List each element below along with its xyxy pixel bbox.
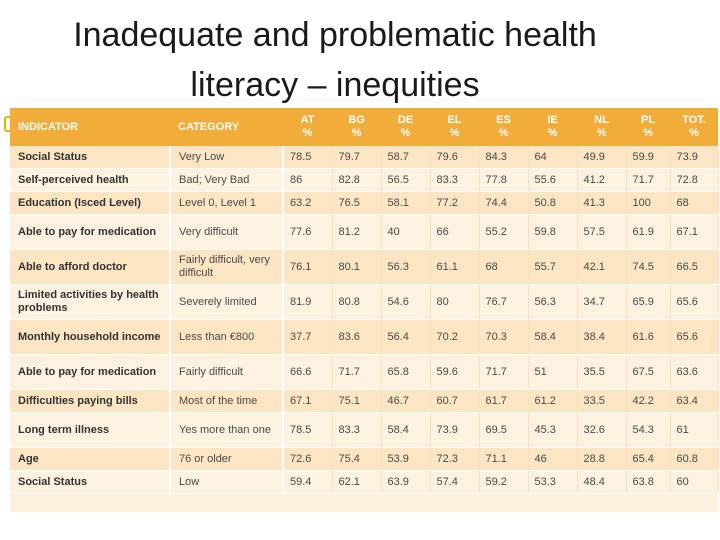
header-indicator: INDICATOR: [10, 108, 170, 146]
table-row: [10, 215, 718, 250]
value-cell: 81.9: [283, 285, 332, 320]
value-cell: 71.7: [626, 169, 670, 192]
category-cell: Level 0, Level 1: [170, 192, 283, 215]
table-row: [10, 250, 718, 285]
value-cell: 58.7: [381, 146, 430, 169]
category-cell: Fairly difficult, very difficult: [170, 250, 283, 285]
header-country: NL %: [577, 108, 626, 146]
value-cell: 82.8: [332, 169, 381, 192]
value-cell: 75.4: [332, 448, 381, 471]
value-cell: 53.9: [381, 448, 430, 471]
value-cell: 61.6: [626, 320, 670, 355]
value-cell: 49.9: [577, 146, 626, 169]
value-cell: 45.3: [528, 413, 577, 448]
indicator-cell: Difficulties paying bills: [10, 390, 170, 413]
value-cell: 83.3: [430, 169, 479, 192]
value-cell: 83.6: [332, 320, 381, 355]
value-cell: 59.9: [626, 146, 670, 169]
indicator-cell: Social Status: [10, 146, 170, 169]
value-cell: 59.8: [528, 215, 577, 250]
value-cell: 48.4: [577, 471, 626, 494]
value-cell: 71.7: [479, 355, 528, 390]
category-cell: Less than €800: [170, 320, 283, 355]
value-cell: 62.1: [332, 471, 381, 494]
value-cell: 72.8: [670, 169, 718, 192]
value-cell: 80.8: [332, 285, 381, 320]
value-cell: 71.7: [332, 355, 381, 390]
table-row: [10, 169, 718, 192]
value-cell: 54.3: [626, 413, 670, 448]
value-cell: 46.7: [381, 390, 430, 413]
value-cell: 54.6: [381, 285, 430, 320]
header-country: EL %: [430, 108, 479, 146]
value-cell: 66.5: [670, 250, 718, 285]
table-row: [10, 285, 718, 320]
health-literacy-table: [10, 108, 719, 494]
value-cell: 61: [670, 413, 718, 448]
category-cell: Fairly difficult: [170, 355, 283, 390]
value-cell: 59.2: [479, 471, 528, 494]
indicator-cell: Education (Isced Level): [10, 192, 170, 215]
value-cell: 66: [430, 215, 479, 250]
value-cell: 40: [381, 215, 430, 250]
header-category: CATEGORY: [170, 108, 283, 146]
value-cell: 65.8: [381, 355, 430, 390]
value-cell: 81.2: [332, 215, 381, 250]
value-cell: 80.1: [332, 250, 381, 285]
indicator-cell: Able to pay for medication: [10, 355, 170, 390]
indicator-cell: Limited activities by health problems: [10, 285, 170, 320]
table-row: [10, 192, 718, 215]
value-cell: 68: [479, 250, 528, 285]
value-cell: 58.4: [381, 413, 430, 448]
indicator-cell: Able to afford doctor: [10, 250, 170, 285]
value-cell: 32.6: [577, 413, 626, 448]
value-cell: 41.2: [577, 169, 626, 192]
value-cell: 56.3: [381, 250, 430, 285]
value-cell: 63.2: [283, 192, 332, 215]
header-country: BG %: [332, 108, 381, 146]
value-cell: 35.5: [577, 355, 626, 390]
category-cell: Very Low: [170, 146, 283, 169]
value-cell: 72.3: [430, 448, 479, 471]
value-cell: 28.8: [577, 448, 626, 471]
value-cell: 65.9: [626, 285, 670, 320]
value-cell: 67.1: [670, 215, 718, 250]
value-cell: 77.6: [283, 215, 332, 250]
value-cell: 84.3: [479, 146, 528, 169]
value-cell: 71.1: [479, 448, 528, 471]
value-cell: 76.7: [479, 285, 528, 320]
value-cell: 55.6: [528, 169, 577, 192]
value-cell: 65.6: [670, 285, 718, 320]
indicator-cell: Long term illness: [10, 413, 170, 448]
header-country: AT %: [283, 108, 332, 146]
value-cell: 56.3: [528, 285, 577, 320]
indicator-cell: Able to pay for medication: [10, 215, 170, 250]
value-cell: 77.2: [430, 192, 479, 215]
value-cell: 41.3: [577, 192, 626, 215]
value-cell: 69.5: [479, 413, 528, 448]
value-cell: 72.6: [283, 448, 332, 471]
table-row: [10, 355, 718, 390]
value-cell: 53.3: [528, 471, 577, 494]
value-cell: 33.5: [577, 390, 626, 413]
header-country: PL %: [626, 108, 670, 146]
value-cell: 64: [528, 146, 577, 169]
slide-title-line-1: Inadequate and problematic health: [73, 16, 597, 54]
value-cell: 42.2: [626, 390, 670, 413]
value-cell: 61.1: [430, 250, 479, 285]
value-cell: 61.9: [626, 215, 670, 250]
table-row: [10, 448, 718, 471]
value-cell: 86: [283, 169, 332, 192]
value-cell: 34.7: [577, 285, 626, 320]
table-row: [10, 146, 718, 169]
value-cell: 73.9: [670, 146, 718, 169]
value-cell: 67.5: [626, 355, 670, 390]
value-cell: 77.8: [479, 169, 528, 192]
indicator-cell: Social Status: [10, 471, 170, 494]
value-cell: 100: [626, 192, 670, 215]
category-cell: Bad; Very Bad: [170, 169, 283, 192]
value-cell: 51: [528, 355, 577, 390]
value-cell: 76.1: [283, 250, 332, 285]
value-cell: 56.5: [381, 169, 430, 192]
category-cell: Very difficult: [170, 215, 283, 250]
value-cell: 60.7: [430, 390, 479, 413]
value-cell: 38.4: [577, 320, 626, 355]
value-cell: 79.6: [430, 146, 479, 169]
header-country: ES %: [479, 108, 528, 146]
value-cell: 63.6: [670, 355, 718, 390]
value-cell: 55.2: [479, 215, 528, 250]
value-cell: 70.3: [479, 320, 528, 355]
health-literacy-table-container: [10, 108, 718, 512]
value-cell: 59.4: [283, 471, 332, 494]
value-cell: 70.2: [430, 320, 479, 355]
value-cell: 56.4: [381, 320, 430, 355]
value-cell: 60.8: [670, 448, 718, 471]
value-cell: 74.5: [626, 250, 670, 285]
value-cell: 80: [430, 285, 479, 320]
category-cell: Yes more than one: [170, 413, 283, 448]
header-country: IE %: [528, 108, 577, 146]
value-cell: 63.8: [626, 471, 670, 494]
value-cell: 83.3: [332, 413, 381, 448]
value-cell: 79.7: [332, 146, 381, 169]
category-cell: 76 or older: [170, 448, 283, 471]
category-cell: Most of the time: [170, 390, 283, 413]
value-cell: 75.1: [332, 390, 381, 413]
value-cell: 50.8: [528, 192, 577, 215]
value-cell: 68: [670, 192, 718, 215]
value-cell: 67.1: [283, 390, 332, 413]
value-cell: 59.6: [430, 355, 479, 390]
value-cell: 61.7: [479, 390, 528, 413]
table-row: [10, 413, 718, 448]
value-cell: 55.7: [528, 250, 577, 285]
value-cell: 65.4: [626, 448, 670, 471]
category-cell: Low: [170, 471, 283, 494]
value-cell: 42.1: [577, 250, 626, 285]
table-header-row: [10, 108, 718, 146]
value-cell: 61.2: [528, 390, 577, 413]
value-cell: 57.4: [430, 471, 479, 494]
value-cell: 65.6: [670, 320, 718, 355]
value-cell: 58.1: [381, 192, 430, 215]
value-cell: 78.5: [283, 413, 332, 448]
header-country: DE %: [381, 108, 430, 146]
value-cell: 73.9: [430, 413, 479, 448]
value-cell: 37.7: [283, 320, 332, 355]
value-cell: 63.4: [670, 390, 718, 413]
value-cell: 66.6: [283, 355, 332, 390]
header-country-total: TOT. %: [670, 108, 718, 146]
indicator-cell: Monthly household income: [10, 320, 170, 355]
value-cell: 76.5: [332, 192, 381, 215]
value-cell: 78.5: [283, 146, 332, 169]
table-row: [10, 320, 718, 355]
value-cell: 46: [528, 448, 577, 471]
table-row: [10, 471, 718, 494]
category-cell: Severely limited: [170, 285, 283, 320]
table-row: [10, 390, 718, 413]
indicator-cell: Self-perceived health: [10, 169, 170, 192]
value-cell: 63.9: [381, 471, 430, 494]
slide-title: [0, 10, 670, 110]
slide-title-line-2: literacy – inequities: [190, 66, 480, 104]
value-cell: 57.5: [577, 215, 626, 250]
value-cell: 60: [670, 471, 718, 494]
value-cell: 58.4: [528, 320, 577, 355]
value-cell: 74.4: [479, 192, 528, 215]
indicator-cell: Age: [10, 448, 170, 471]
